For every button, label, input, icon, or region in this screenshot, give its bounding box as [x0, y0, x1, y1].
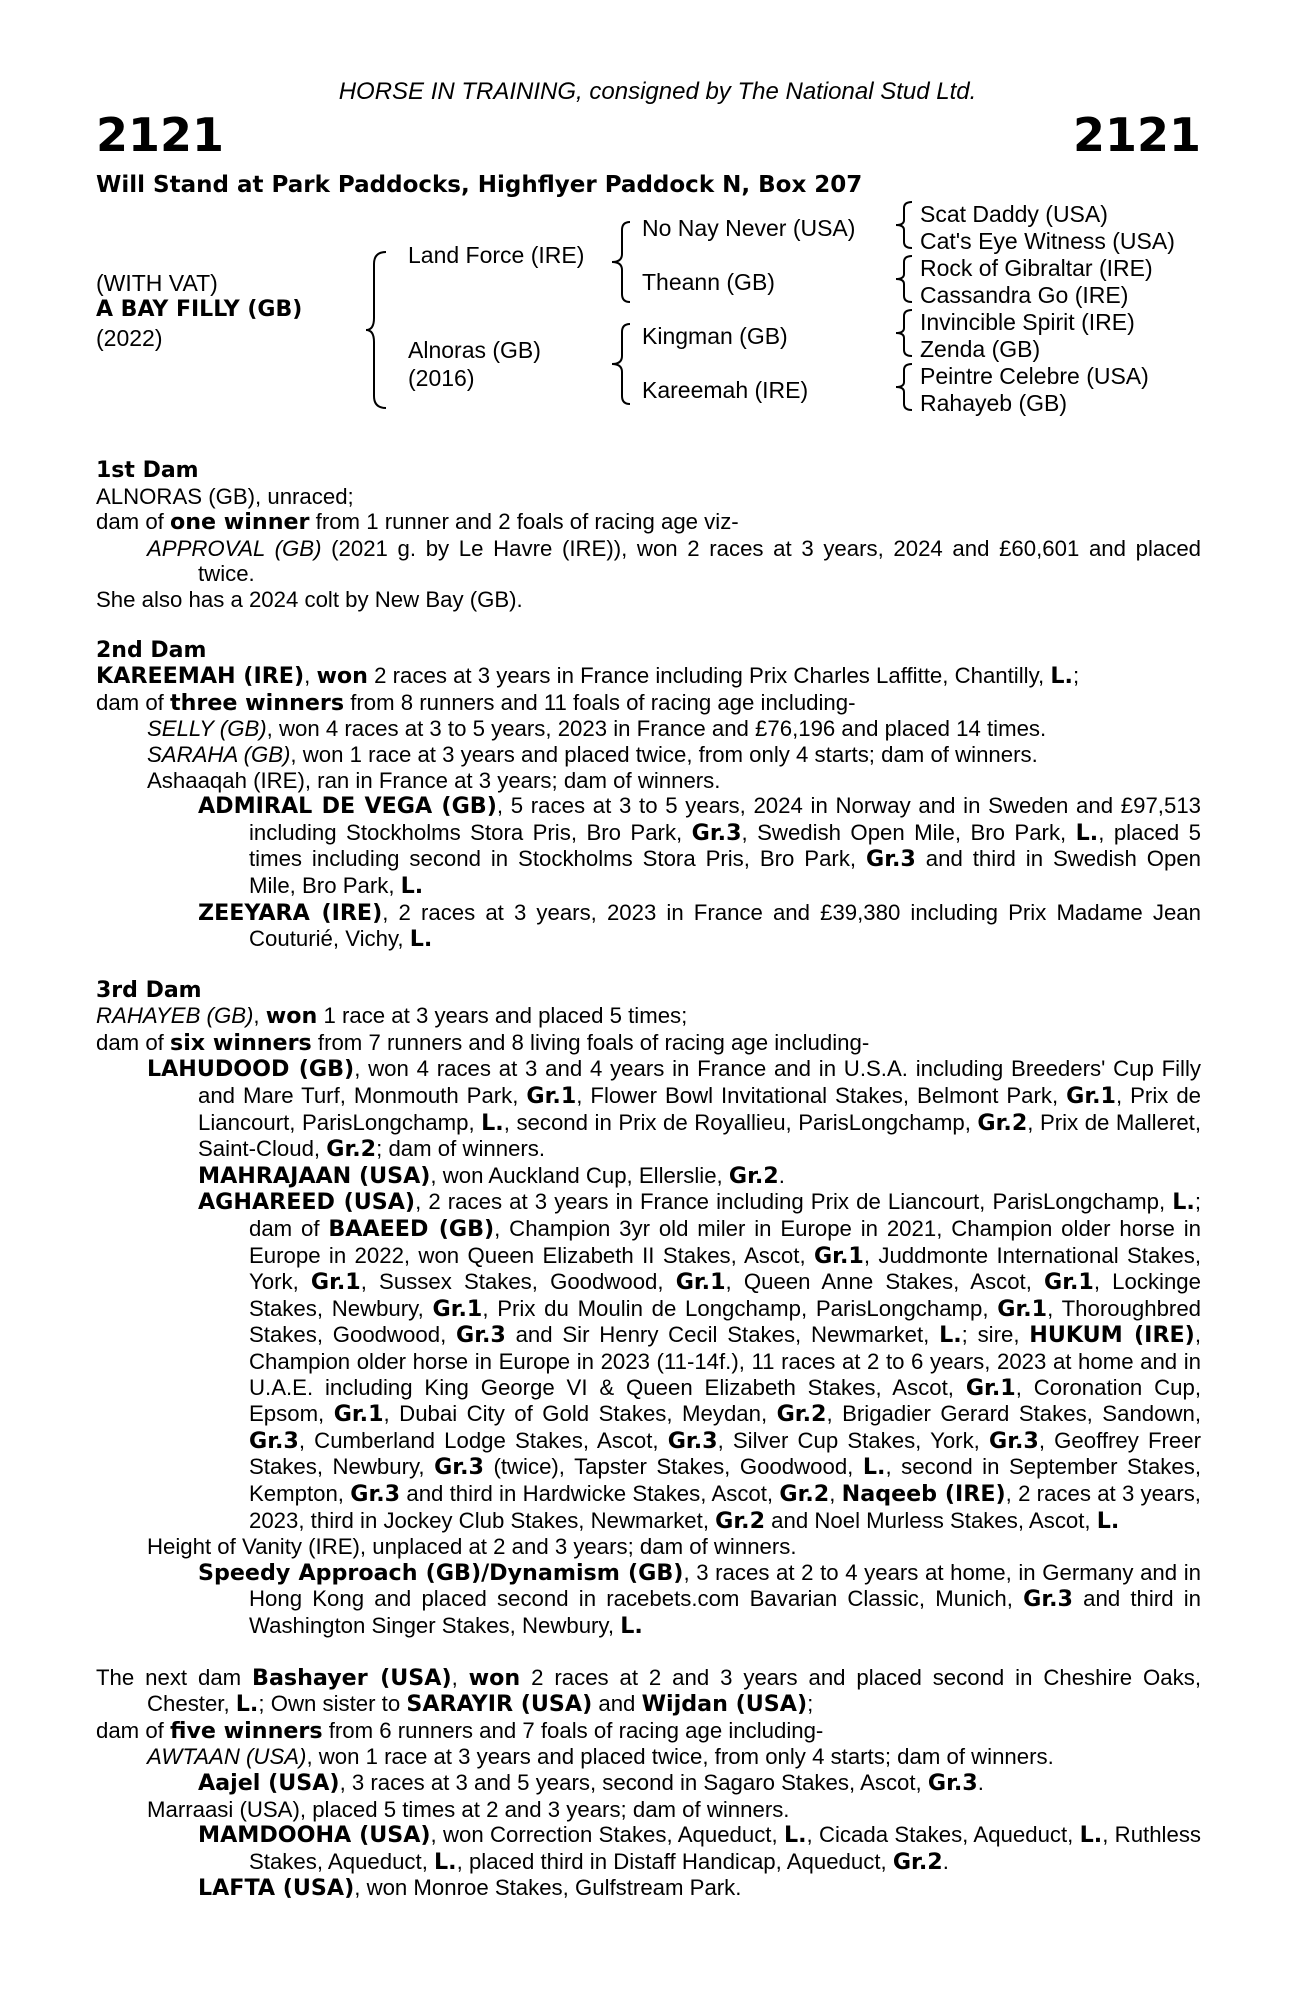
produce-zeeyara: ZEEYARA (IRE), 2 races at 3 years, 2023 in France and £39,380 including Prix Madame Jean Couturié, Vichy, L. — [198, 899, 1201, 953]
produce-saraha: SARAHA (GB), won 1 race at 3 years and placed twice, from only 4 starts; dam of winners. — [147, 741, 1038, 767]
stand-location: Will Stand at Park Paddocks, Highflyer Paddock N, Box 207 — [96, 172, 863, 198]
produce-awtaan: AWTAAN (USA), won 1 race at 3 years and placed twice, from only 4 starts; dam of winners. — [147, 1744, 1054, 1770]
produce-ashaaqah: Ashaaqah (IRE), ran in France at 3 years; dam of winners. — [147, 767, 721, 793]
catalogue-body — [96, 458, 1201, 1902]
third-dam-line: RAHAYEB (GB), won 1 race at 3 years and placed 5 times; — [96, 1003, 688, 1030]
first-dam-heading: 1st Dam — [96, 458, 199, 483]
brace-g2 — [892, 254, 918, 304]
brace-g1 — [892, 200, 918, 250]
brace-dam — [608, 322, 638, 406]
produce-aghareed: AGHAREED (USA), 2 races at 3 years in France including Prix de Liancourt, ParisLongchamp, L.; dam of BAAEED (GB), Champion 3yr old miler in Europe in 2021, Champion older horse in Europe in 2022, won Queen Elizabeth II Stakes, Ascot, Gr.1, Juddmonte International Stakes, York, Gr.1, Sussex Stakes, Goodwood, Gr.1, Queen Anne Stakes, Ascot, Gr.1, Lockinge Stakes, Newbury, Gr.1, Prix du Moulin de Longchamp, ParisLongchamp, Gr.1, Thoroughbred Stakes, Goodwood, Gr.3 and Sir Henry Cecil Stakes, Newmarket, L.; sire, HUKUM (IRE), Champion older horse in Europe in 2023 (11-14f.), 11 races at 2 to 6 years, 2023 at home and in U.A.E. including King George VI & Queen Elizabeth Stakes, Ascot, Gr.1, Coronation Cup, Epsom, Gr.1, Dubai City of Gold Stakes, Meydan, Gr.2, Brigadier Gerard Stakes, Sandown, Gr.3, Cumberland Lodge Stakes, Ascot, Gr.3, Silver Cup Stakes, York, Gr.3, Geoffrey Freer Stakes, Newbury, Gr.3 (twice), Tapster Stakes, Goodwood, L., second in September Stakes, Kempton, Gr.3 and third in Hardwicke Stakes, Ascot, Gr.2, Naqeeb (IRE), 2 races at 3 years, 2023, third in Jockey Club Stakes, Newmarket, Gr.2 and Noel Murless Stakes, Ascot, L. — [198, 1189, 1201, 1534]
lot-number-left: 2121 — [96, 108, 225, 162]
gg-2: Cat's Eye Witness (USA) — [920, 228, 1175, 254]
first-dam-also: She also has a 2024 colt by New Bay (GB). — [96, 586, 523, 612]
produce-approval: APPROVAL (GB) (2021 g. by Le Havre (IRE)), won 2 races at 3 years, 2024 and £60,601 and placed twice. — [147, 535, 1201, 587]
sire-dam: Theann (GB) — [642, 269, 775, 295]
gg-5: Invincible Spirit (IRE) — [920, 309, 1135, 335]
third-dam-heading: 3rd Dam — [96, 977, 202, 1003]
produce-lafta: LAFTA (USA), won Monroe Stakes, Gulfstream Park. — [198, 1875, 742, 1902]
third-dam-produce: dam of six winners from 7 runners and 8 living foals of racing age including- — [96, 1029, 870, 1056]
next-dam-produce: dam of five winners from 6 runners and 7 foals of racing age including- — [96, 1717, 824, 1744]
dam: Alnoras (GB) — [408, 337, 541, 363]
produce-selly: SELLY (GB), won 4 races at 3 to 5 years, 2023 in France and £76,196 and placed 14 times. — [147, 716, 1047, 742]
horse-name: A BAY FILLY (GB) — [96, 297, 303, 322]
gg-1: Scat Daddy (USA) — [920, 201, 1108, 227]
gg-4: Cassandra Go (IRE) — [920, 282, 1129, 308]
foaling-year: (2022) — [96, 325, 163, 351]
produce-admiral-de-vega: ADMIRAL DE VEGA (GB), 5 races at 3 to 5 years, 2024 in Norway and in Sweden and £97,513 including Stockholms Stora Pris, Bro Park, Gr.3, Swedish Open Mile, Bro Park, L., placed 5 times including second in Stockholms Stora Pris, Bro Park, Gr.3 and third in Swedish Open Mile, Bro Park, L. — [198, 793, 1202, 899]
gg-3: Rock of Gibraltar (IRE) — [920, 255, 1153, 281]
produce-speedy-approach: Speedy Approach (GB)/Dynamism (GB), 3 races at 2 to 4 years at home, in Germany and in Hong Kong and placed second in racebets.com Bavarian Classic, Munich, Gr.3 and third in Washington Singer Stakes, Newbury, L. — [198, 1559, 1201, 1639]
produce-marraasi: Marraasi (USA), placed 5 times at 2 and 3 years; dam of winners. — [147, 1796, 790, 1822]
first-dam-line: ALNORAS (GB), unraced; — [96, 483, 354, 509]
brace-g3 — [892, 308, 918, 358]
brace-g4 — [892, 362, 918, 412]
next-dam-line: The next dam Bashayer (USA), won 2 races at 2 and 3 years and placed second in Cheshire Oaks, Chester, L.; Own sister to SARAYIR (USA) and Wijdan (USA); — [96, 1664, 1201, 1718]
brace-sire — [608, 220, 638, 304]
gg-8: Rahayeb (GB) — [920, 390, 1068, 416]
first-dam-produce: dam of one winner from 1 runner and 2 foals of racing age viz- — [96, 509, 739, 536]
gg-6: Zenda (GB) — [920, 336, 1041, 362]
dam-dam: Kareemah (IRE) — [642, 377, 809, 403]
dam-year: (2016) — [408, 365, 475, 391]
sire-sire: No Nay Never (USA) — [642, 215, 856, 241]
second-dam-produce: dam of three winners from 8 runners and 11 foals of racing age including- — [96, 689, 856, 716]
produce-mahrajaan: MAHRAJAAN (USA), won Auckland Cup, Ellerslie, Gr.2. — [198, 1162, 785, 1189]
dam-sire: Kingman (GB) — [642, 323, 788, 349]
produce-aajel: Aajel (USA), 3 races at 3 and 5 years, second in Sagaro Stakes, Ascot, Gr.3. — [198, 1769, 984, 1796]
brace-subject — [364, 250, 394, 410]
gg-7: Peintre Celebre (USA) — [920, 363, 1149, 389]
lot-number-right: 2121 — [1072, 108, 1201, 162]
sire: Land Force (IRE) — [408, 242, 585, 268]
consignment-line: HORSE IN TRAINING, consigned by The National Stud Ltd. — [338, 78, 977, 105]
produce-mamdooha: MAMDOOHA (USA), won Correction Stakes, Aqueduct, L., Cicada Stakes, Aqueduct, L., Ruthless Stakes, Aqueduct, L., placed third in Distaff Handicap, Aqueduct, Gr.2. — [198, 1822, 1202, 1875]
produce-lahudood: LAHUDOOD (GB), won 4 races at 3 and 4 years in France and in U.S.A. including Breeders' Cup Filly and Mare Turf, Monmouth Park, Gr.1, Flower Bowl Invitational Stakes, Belmont Park, Gr.1, Prix de Liancourt, ParisLongchamp, L., second in Prix de Royallieu, ParisLongchamp, Gr.2, Prix de Malleret, Saint-Cloud, Gr.2; dam of winners. — [147, 1056, 1201, 1163]
produce-height-of-vanity: Height of Vanity (IRE), unplaced at 2 and 3 years; dam of winners. — [147, 1534, 797, 1560]
vat-label: (WITH VAT) — [96, 270, 218, 296]
second-dam-heading: 2nd Dam — [96, 637, 207, 663]
second-dam-line: KAREEMAH (IRE), won 2 races at 3 years in France including Prix Charles Laffitte, Chantilly, L.; — [96, 663, 1080, 690]
